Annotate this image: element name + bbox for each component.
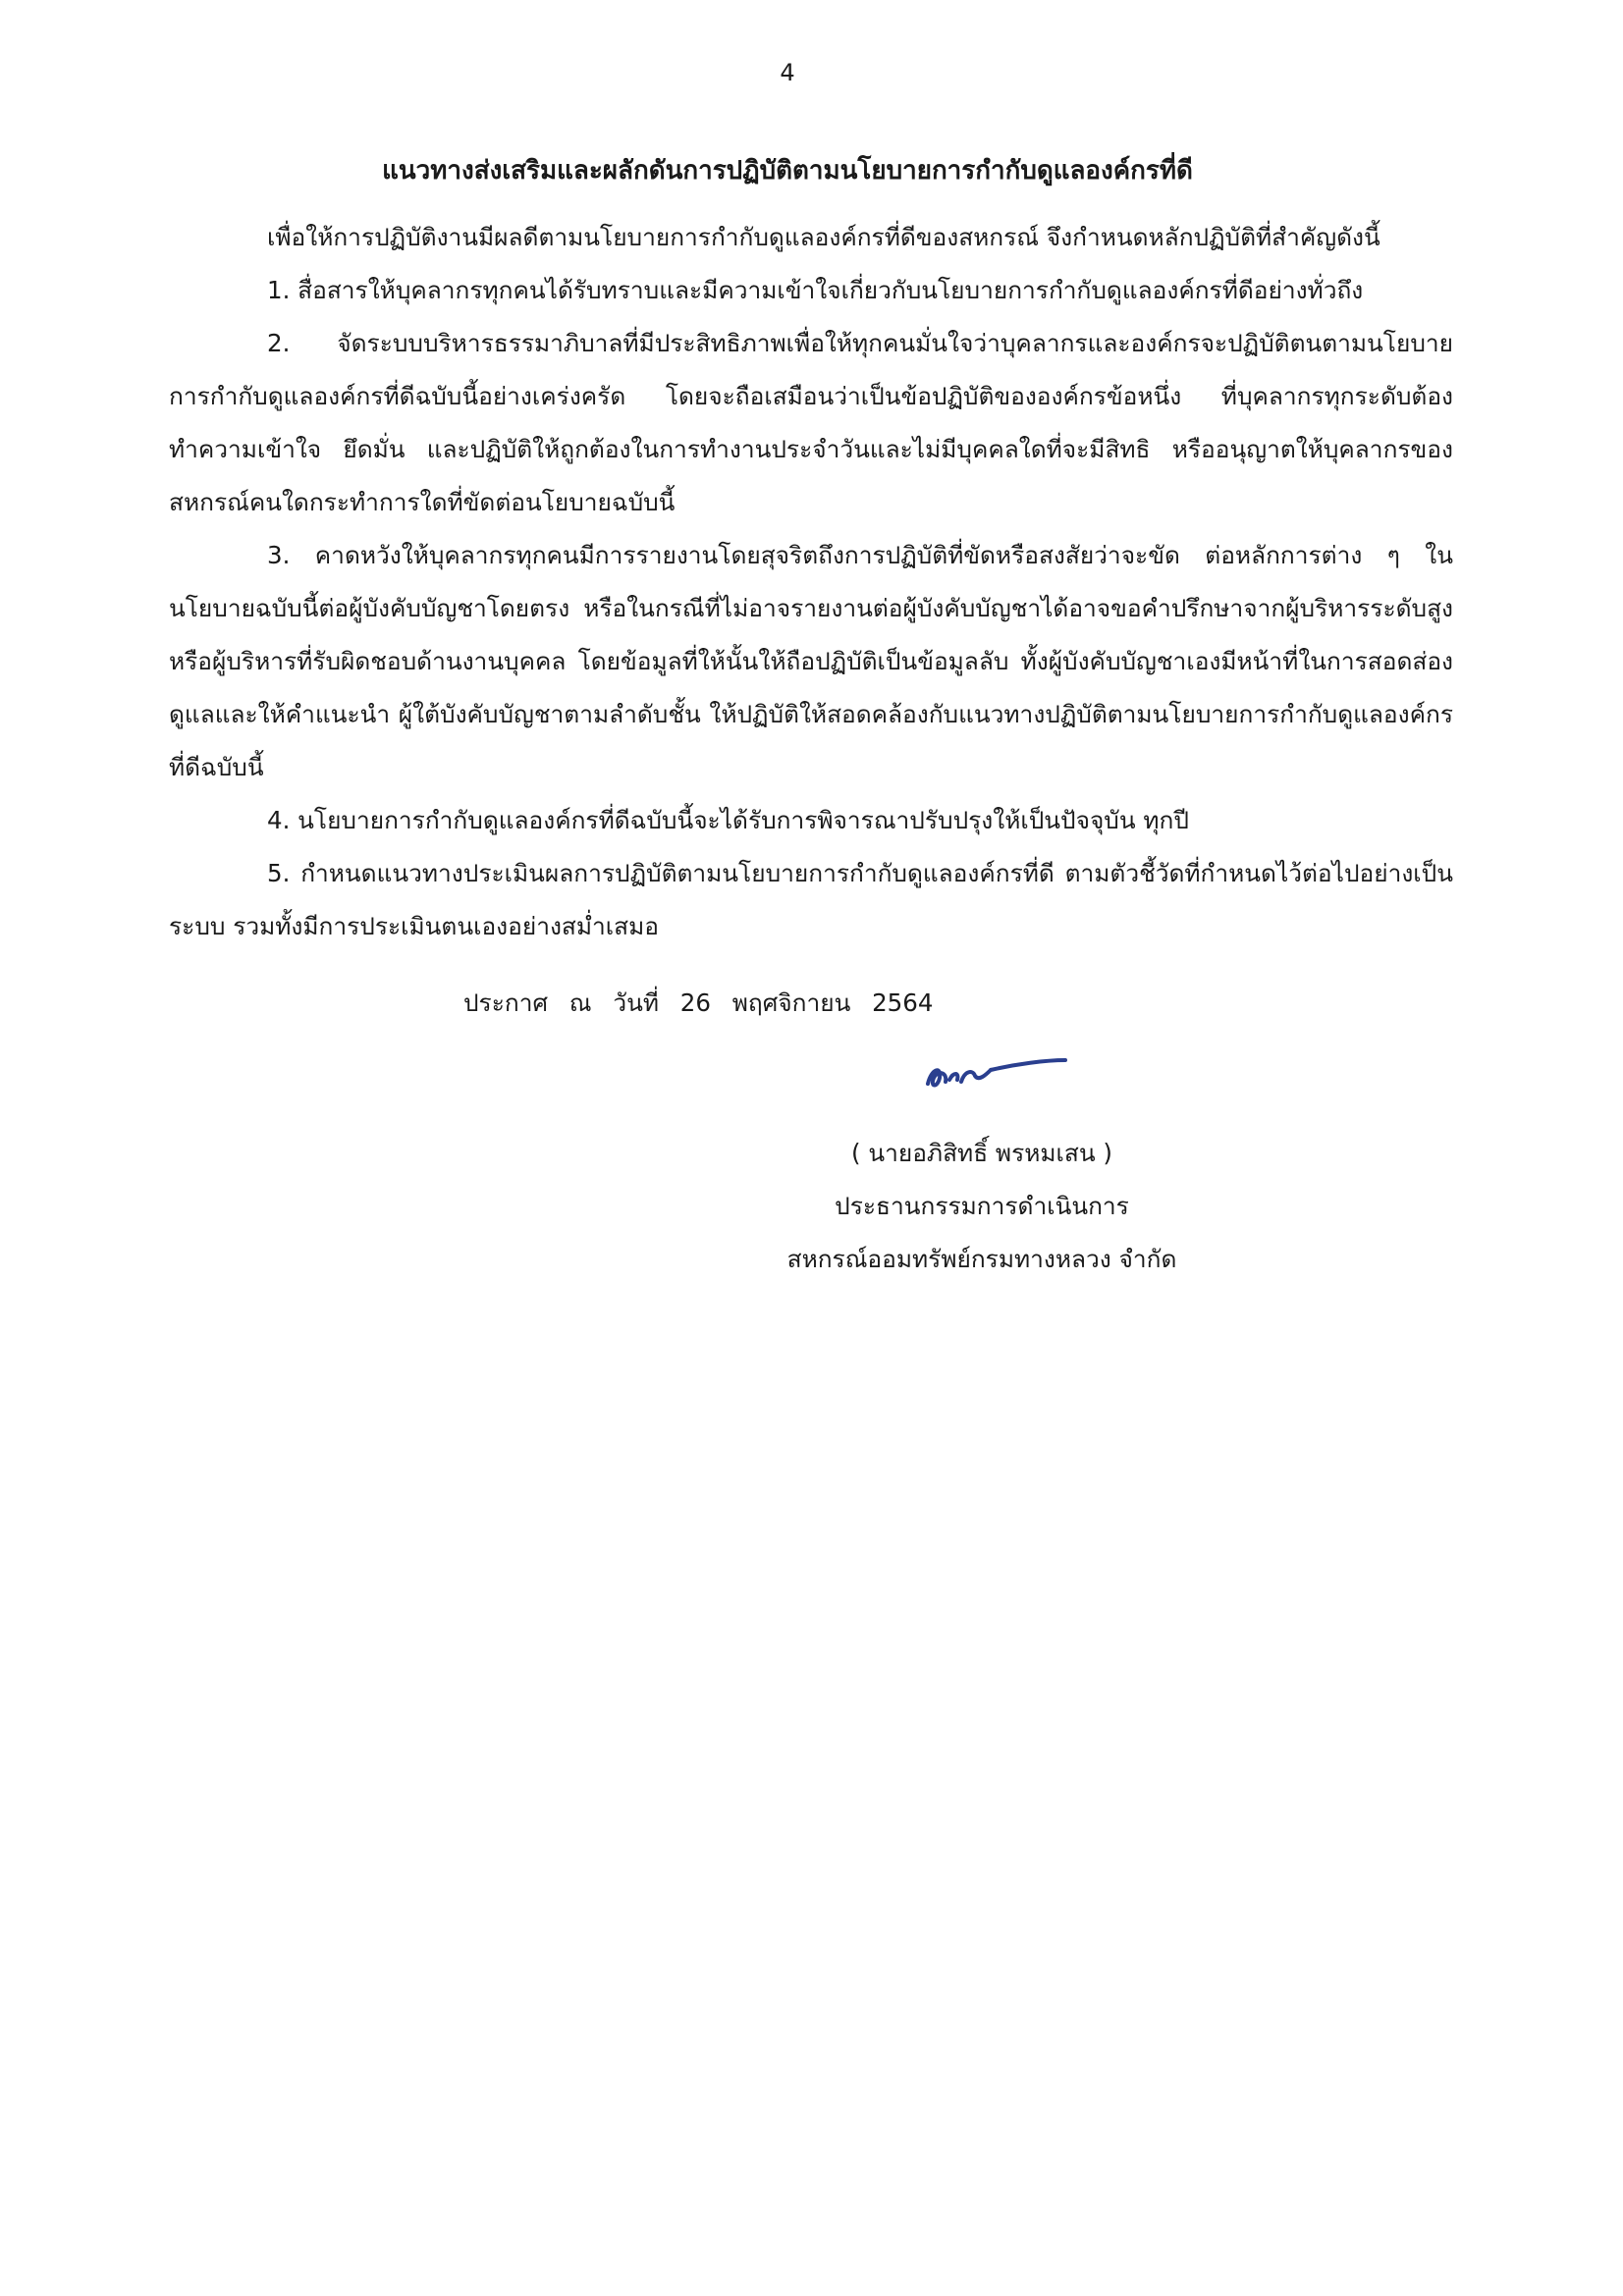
paragraph-item-2: 2. จัดระบบบริหารธรรมาภิบาลที่มีประสิทธิภาพเพื่อให้ทุกคนมั่นใจว่าบุคลากรและองค์กรจะปฏิบัติตนตามนโยบายการกำกับดูแลองค์กรที่ดีฉบับนี้อย่างเคร่งครัด โดยจะถือเสมือนว่าเป็นข้อปฏิบัติขององค์กรข้อหนึ่ง ที่บุคลากรทุกระดับต้องทำความเข้าใจ ยึดมั่น และปฏิบัติให้ถูกต้องในการทำงานประจำวันและไม่มีบุคคลใดที่จะมีสิทธิ หรืออนุญาตให้บุคลากรของสหกรณ์คนใดกระทำการใดที่ขัดต่อนโยบายฉบับนี้ <box>169 329 1453 516</box>
paragraph-item-3: 3. คาดหวังให้บุคลากรทุกคนมีการรายงานโดยสุจริตถึงการปฏิบัติที่ขัดหรือสงสัยว่าจะขัด ต่อหลักการต่าง ๆ ในนโยบายฉบับนี้ต่อผู้บังคับบัญชาโดยตรง หรือในกรณีที่ไม่อาจรายงานต่อผู้บังคับบัญชาได้อาจขอคำปรึกษาจากผู้บริหารระดับสูง หรือผู้บริหารที่รับผิดชอบด้านงานบุคคล โดยข้อมูลที่ให้นั้นให้ถือปฏิบัติเป็นข้อมูลลับ ทั้งผู้บังคับบัญชาเองมีหน้าที่ในการสอดส่องดูแลและให้คำแนะนำ ผู้ใต้บังคับบัญชาตามลำดับชั้น ให้ปฏิบัติให้สอดคล้องกับแนวทางปฏิบัติตามนโยบายการกำกับดูแลองค์กรที่ดีฉบับนี้ <box>169 541 1453 781</box>
paragraph-item-1: 1. สื่อสารให้บุคลากรทุกคนได้รับทราบและมีความเข้าใจเกี่ยวกับนโยบายการกำกับดูแลองค์กรที่ดีอย่างทั่วถึง <box>267 276 1364 304</box>
announcement-date: ประกาศ ณ วันที่ 26 พฤศจิกายน 2564 <box>463 988 934 1017</box>
document-body <box>169 211 1453 953</box>
signer-name: ( นายอภิสิทธิ์ พรหมเสน ) <box>851 1139 1112 1167</box>
signer-block <box>687 1127 1276 1286</box>
document-title: แนวทางส่งเสริมและผลักดันการปฏิบัติตามนโยบายการกำกับดูแลองค์กรที่ดี <box>382 156 1193 186</box>
paragraph-item-5: 5. กำหนดแนวทางประเมินผลการปฏิบัติตามนโยบายการกำกับดูแลองค์กรที่ดี ตามตัวชี้วัดที่กำหนดไว้ต่อไปอย่างเป็นระบบ รวมทั้งมีการประเมินตนเองอย่างสม่ำเสมอ <box>169 859 1453 940</box>
paragraph-item-4: 4. นโยบายการกำกับดูแลองค์กรที่ดีฉบับนี้จะได้รับการพิจารณาปรับปรุงให้เป็นปัจจุบัน ทุกปี <box>267 806 1189 834</box>
signer-organization: สหกรณ์ออมทรัพย์กรมทางหลวง จำกัด <box>786 1245 1177 1273</box>
signer-position: ประธานกรรมการดำเนินการ <box>835 1192 1129 1220</box>
signature-icon <box>918 1050 1075 1099</box>
page-number: 4 <box>780 59 795 86</box>
paragraph-intro: เพื่อให้การปฏิบัติงานมีผลดีตามนโยบายการกำกับดูแลองค์กรที่ดีของสหกรณ์ จึงกำหนดหลักปฏิบัติที่สำคัญดังนี้ <box>267 223 1380 251</box>
